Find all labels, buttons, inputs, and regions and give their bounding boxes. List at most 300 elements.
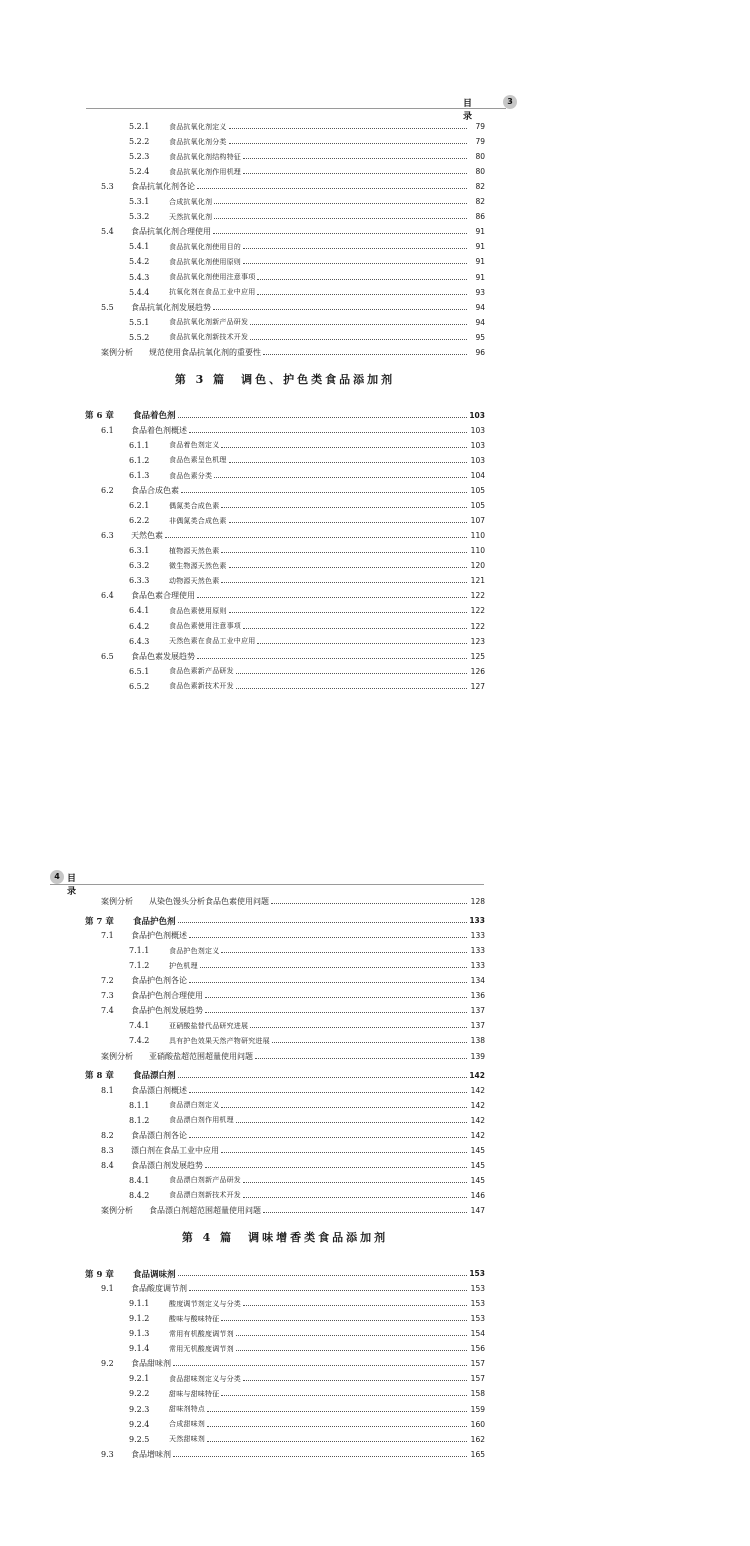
toc-entry-sub[interactable] [129, 680, 485, 693]
toc-entry-sub[interactable] [129, 1418, 485, 1431]
header-title: 目 录 [67, 874, 79, 897]
entry-title: 食品抗氧化剂新技术开发 [169, 333, 249, 342]
entry-title: 食品色素新技术开发 [169, 682, 234, 691]
entry-title: 从染色馒头分析食品色素使用问题 [149, 897, 269, 906]
entry-page-number: 93 [475, 287, 485, 297]
entry-page-number: 96 [475, 347, 485, 357]
entry-page-number: 125 [470, 651, 485, 661]
entry-number: 6.3.1 [129, 546, 150, 556]
dot-leader [173, 1456, 467, 1457]
entry-page-number: 91 [475, 242, 485, 252]
entry-page-number: 153 [470, 1314, 485, 1324]
entry-number: 9.1.4 [129, 1344, 150, 1354]
entry-title: 食品抗氧化剂分类 [169, 137, 227, 146]
entry-title: 天然甜味剂 [169, 1435, 205, 1444]
entry-page-number: 103 [470, 425, 485, 435]
entry-number: 第 6 章 [85, 411, 114, 422]
entry-number: 5.3.2 [129, 212, 150, 222]
toc-entry-section[interactable] [101, 1357, 485, 1370]
dot-leader [221, 582, 467, 583]
entry-number: 7.4 [101, 1006, 114, 1016]
entry-page-number: 94 [475, 302, 485, 312]
entry-page-number: 103 [470, 440, 485, 450]
entry-page-number: 127 [470, 681, 485, 691]
toc-entry-sub[interactable] [129, 1342, 485, 1355]
entry-title: 食品漂白剂定义 [169, 1101, 220, 1110]
toc-entry-chapter[interactable] [85, 914, 485, 927]
entry-number: 5.2.3 [129, 152, 150, 162]
dot-leader [205, 997, 467, 998]
dot-leader [221, 552, 467, 553]
entry-page-number: 145 [470, 1160, 485, 1170]
toc-entry-section[interactable] [101, 1004, 485, 1017]
entry-page-number: 103 [470, 455, 485, 465]
entry-page-number: 133 [469, 916, 485, 926]
toc-entry-sub[interactable] [129, 286, 485, 299]
header-rule [86, 108, 506, 109]
entry-title: 食品抗氧化剂使用注意事项 [169, 273, 256, 281]
entry-title: 甜味与甜味特征 [169, 1389, 220, 1398]
entry-title: 食品抗氧化剂各论 [131, 182, 195, 192]
toc-entry-chapter[interactable] [85, 1069, 485, 1082]
entry-page-number: 133 [470, 961, 485, 971]
entry-title: 食品甜味剂定义与分类 [169, 1374, 241, 1383]
entry-number: 5.4.1 [129, 242, 150, 252]
entry-title: 天然抗氧化剂 [169, 212, 213, 221]
dot-leader [178, 1077, 467, 1078]
dot-leader [221, 507, 467, 508]
entry-page-number: 142 [470, 1100, 485, 1110]
dot-leader [250, 324, 467, 325]
entry-title: 抗氧化剂在食品工业中应用 [169, 288, 256, 297]
toc-entry-chapter[interactable] [85, 409, 485, 422]
entry-page-number: 128 [470, 897, 485, 906]
toc-entry-sub[interactable] [129, 944, 485, 957]
entry-page-number: 105 [470, 486, 485, 496]
dot-leader [236, 673, 467, 674]
dot-leader [213, 309, 467, 310]
entry-number: 案例分析 [101, 1206, 133, 1215]
entry-number: 5.2.1 [129, 122, 150, 131]
entry-title: 食品色素使用原则 [169, 606, 227, 615]
entry-page-number: 158 [470, 1389, 485, 1399]
dot-leader [250, 339, 467, 340]
toc-entry-sub[interactable] [129, 1433, 485, 1446]
dot-leader [221, 1152, 467, 1153]
toc-entry-section[interactable] [101, 974, 485, 987]
dot-leader [189, 1290, 467, 1291]
toc-entry-sub[interactable] [129, 1327, 485, 1340]
page-number-badge: 4 [50, 870, 64, 884]
page-number-badge: 3 [503, 95, 517, 109]
toc-entry-section[interactable] [101, 529, 485, 542]
toc-entry-sub[interactable] [129, 165, 485, 178]
dot-leader [221, 1320, 467, 1321]
entry-page-number: 94 [475, 317, 485, 327]
entry-number: 5.5.2 [129, 332, 150, 342]
entry-title: 酸味与酸味特征 [169, 1314, 220, 1323]
dot-leader [229, 522, 467, 523]
entry-title: 食品抗氧化剂作用机理 [169, 167, 241, 176]
entry-title: 具有护色效果天然产物研究进展 [169, 1036, 270, 1045]
dot-leader [197, 658, 467, 659]
entry-title: 食品色素发展趋势 [131, 651, 195, 661]
toc-entry-sub[interactable] [129, 635, 485, 648]
entry-page-number: 122 [470, 591, 485, 601]
entry-title: 食品漂白剂各论 [131, 1130, 187, 1140]
entry-page-number: 80 [475, 152, 485, 162]
entry-page-number: 120 [470, 561, 485, 571]
dot-leader [200, 967, 467, 968]
entry-number: 第 9 章 [85, 1269, 114, 1280]
entry-title: 食品抗氧化剂新产品研发 [169, 318, 249, 327]
entry-number: 7.4.1 [129, 1021, 150, 1031]
entry-number: 5.2.4 [129, 167, 150, 177]
toc-entry-section[interactable] [101, 225, 485, 238]
entry-title: 食品抗氧化剂发展趋势 [131, 302, 211, 312]
entry-page-number: 91 [475, 257, 485, 267]
dot-leader [178, 417, 467, 418]
entry-title: 食品漂白剂超范围超量使用问题 [149, 1206, 261, 1215]
entry-page-number: 121 [470, 576, 485, 586]
toc-entry-section[interactable] [101, 589, 485, 602]
entry-number: 7.2 [101, 976, 114, 986]
entry-number: 6.1.1 [129, 440, 150, 450]
entry-page-number: 138 [470, 1036, 485, 1046]
entry-number: 6.2.1 [129, 501, 150, 511]
toc-entry-sub[interactable] [129, 620, 485, 633]
dot-leader [178, 1275, 467, 1276]
toc-entry-section[interactable] [101, 650, 485, 663]
dot-leader [243, 158, 467, 159]
entry-number: 8.4.2 [129, 1190, 150, 1200]
toc-entry-section[interactable] [101, 989, 485, 1002]
entry-page-number: 134 [470, 976, 485, 986]
entry-number: 6.1 [101, 425, 114, 435]
entry-page-number: 105 [470, 501, 485, 511]
dot-leader [229, 567, 467, 568]
dot-leader [214, 218, 467, 219]
entry-page-number: 156 [470, 1344, 485, 1354]
entry-page-number: 153 [470, 1299, 485, 1309]
toc-entry-sub[interactable] [129, 1019, 485, 1032]
entry-page-number: 133 [470, 946, 485, 956]
toc-entry-section[interactable] [101, 1129, 485, 1142]
dot-leader [207, 1441, 467, 1442]
part-title: 第 4 篇 调味增香类食品添加剂 [181, 1231, 389, 1245]
toc-entry-section[interactable] [101, 180, 485, 193]
toc-entry-section[interactable] [101, 1282, 485, 1295]
dot-leader [197, 597, 467, 598]
part-title: 第 3 篇 调色、护色类食品添加剂 [174, 372, 396, 386]
dot-leader [178, 922, 467, 923]
toc-entry-sub[interactable] [129, 665, 485, 678]
entry-page-number: 145 [470, 1175, 485, 1185]
entry-number: 9.2.1 [129, 1374, 150, 1384]
entry-title: 甜味剂特点 [169, 1405, 205, 1413]
toc-entry-sub[interactable] [129, 1312, 485, 1325]
entry-title: 食品合成色素 [131, 486, 179, 496]
toc-entry-section[interactable] [101, 301, 485, 314]
entry-page-number: 157 [470, 1359, 485, 1369]
entry-page-number: 86 [475, 212, 485, 222]
dot-leader [229, 143, 467, 144]
case-analysis-entry[interactable] [101, 895, 485, 908]
toc-entry-sub[interactable] [129, 1034, 485, 1047]
entry-title: 微生物源天然色素 [169, 561, 227, 570]
entry-page-number: 103 [469, 410, 485, 420]
toc-entry-sub[interactable] [129, 331, 485, 344]
entry-number: 9.2.5 [129, 1434, 150, 1444]
entry-number: 6.3.2 [129, 561, 150, 571]
entry-number: 6.5.1 [129, 666, 150, 676]
dot-leader [205, 1167, 467, 1168]
entry-page-number: 82 [475, 182, 485, 192]
entry-number: 5.4.4 [129, 287, 150, 297]
entry-number: 7.1.2 [129, 961, 150, 971]
entry-title: 植物源天然色素 [169, 546, 220, 555]
toc-entry-section[interactable] [101, 484, 485, 497]
dot-leader [221, 952, 467, 953]
entry-number: 9.1.1 [129, 1299, 150, 1309]
dot-leader [189, 1137, 467, 1138]
toc-entry-chapter[interactable] [85, 1267, 485, 1280]
entry-number: 9.1.2 [129, 1314, 150, 1324]
entry-title: 食品漂白剂概述 [131, 1085, 187, 1095]
entry-title: 天然色素 [131, 531, 163, 541]
entry-page-number: 142 [469, 1070, 485, 1080]
dot-leader [207, 1411, 467, 1412]
toc-entry-sub[interactable] [129, 1372, 485, 1385]
entry-page-number: 160 [470, 1419, 485, 1429]
entry-title: 天然色素在食品工业中应用 [169, 637, 256, 646]
toc-entry-section[interactable] [101, 1084, 485, 1097]
entry-title: 酸度调节剂定义与分类 [169, 1299, 241, 1308]
toc-entry-sub[interactable] [129, 1403, 485, 1416]
dot-leader [197, 188, 467, 189]
entry-number: 9.1.3 [129, 1329, 150, 1339]
entry-page-number: 91 [475, 227, 485, 237]
entry-page-number: 159 [470, 1404, 485, 1414]
entry-page-number: 79 [475, 137, 485, 147]
dot-leader [213, 233, 467, 234]
entry-page-number: 110 [470, 531, 485, 541]
entry-page-number: 146 [470, 1190, 485, 1200]
entry-number: 5.4 [101, 227, 114, 237]
toc-entry-sub[interactable] [129, 1387, 485, 1400]
entry-number: 9.2.4 [129, 1419, 150, 1429]
entry-number: 6.5.2 [129, 681, 150, 691]
entry-number: 6.3 [101, 531, 114, 541]
entry-page-number: 137 [470, 1006, 485, 1016]
case-analysis-entry[interactable] [101, 346, 485, 359]
entry-number: 6.4.3 [129, 636, 150, 646]
dot-leader [236, 688, 467, 689]
entry-title: 食品漂白剂作用机理 [169, 1116, 234, 1125]
dot-leader [229, 128, 467, 129]
entry-number: 案例分析 [101, 347, 133, 357]
dot-leader [205, 1012, 467, 1013]
toc-entry-section[interactable] [101, 929, 485, 942]
entry-number: 案例分析 [101, 897, 133, 906]
entry-number: 8.4 [101, 1160, 114, 1170]
entry-number: 6.1.3 [129, 471, 150, 480]
dot-leader [173, 1365, 467, 1366]
dot-leader [236, 1350, 467, 1351]
toc-entry-sub[interactable] [129, 574, 485, 587]
toc-entry-sub[interactable] [129, 1297, 485, 1310]
entry-page-number: 91 [475, 272, 485, 282]
entry-title: 食品调味剂 [133, 1269, 176, 1280]
entry-page-number: 139 [470, 1051, 485, 1061]
toc-entry-sub[interactable] [129, 195, 485, 208]
entry-title: 食品漂白剂新产品研发 [169, 1176, 241, 1185]
entry-title: 食品色素分类 [169, 471, 213, 480]
toc-entry-sub[interactable] [129, 120, 485, 133]
dot-leader [181, 492, 467, 493]
toc-entry-sub[interactable] [129, 135, 485, 148]
entry-title: 漂白剂在食品工业中应用 [131, 1145, 219, 1155]
case-analysis-entry[interactable] [101, 1204, 485, 1217]
dot-leader [272, 1042, 467, 1043]
entry-number: 8.1.1 [129, 1100, 150, 1110]
toc-entry-section[interactable] [101, 1144, 485, 1157]
dot-leader [257, 643, 467, 644]
toc-entry-sub[interactable] [129, 499, 485, 512]
entry-title: 食品抗氧化剂结构特征 [169, 152, 241, 161]
entry-title: 食品漂白剂发展趋势 [131, 1160, 203, 1170]
entry-title: 食品护色剂发展趋势 [131, 1006, 203, 1016]
entry-title: 食品护色剂定义 [169, 946, 220, 955]
entry-title: 食品色素使用注意事项 [169, 622, 241, 630]
entry-page-number: 107 [470, 516, 485, 526]
entry-page-number: 104 [470, 471, 485, 480]
toc-entry-sub[interactable] [129, 1189, 485, 1202]
dot-leader [207, 1426, 467, 1427]
entry-title: 护色机理 [169, 961, 198, 970]
toc-entry-sub[interactable] [129, 210, 485, 223]
entry-title: 食品漂白剂 [133, 1071, 176, 1082]
case-analysis-entry[interactable] [101, 1050, 485, 1063]
toc-entry-sub[interactable] [129, 604, 485, 617]
toc-entry-sub[interactable] [129, 1099, 485, 1112]
entry-page-number: 153 [469, 1269, 485, 1279]
toc-entry-sub[interactable] [129, 544, 485, 557]
dot-leader [243, 1305, 467, 1306]
toc-entry-sub[interactable] [129, 439, 485, 452]
toc-entry-sub[interactable] [129, 240, 485, 253]
entry-title: 规范使用食品抗氧化剂的重要性 [149, 347, 261, 357]
entry-page-number: 157 [470, 1374, 485, 1384]
entry-title: 食品抗氧化剂定义 [169, 122, 227, 131]
entry-page-number: 142 [470, 1085, 485, 1095]
entry-page-number: 122 [470, 621, 485, 631]
toc-entry-sub[interactable] [129, 959, 485, 972]
entry-number: 5.3 [101, 182, 114, 192]
entry-number: 6.4.2 [129, 621, 150, 631]
entry-title: 食品着色剂定义 [169, 441, 220, 450]
entry-number: 5.3.1 [129, 197, 150, 207]
dot-leader [189, 1092, 467, 1093]
dot-leader [189, 432, 467, 433]
header-rule [50, 884, 484, 885]
entry-number: 9.1 [101, 1284, 114, 1294]
toc-entry-sub[interactable] [129, 454, 485, 467]
dot-leader [214, 203, 467, 204]
entry-title: 食品抗氧化剂合理使用 [131, 227, 211, 237]
dot-leader [236, 1335, 467, 1336]
entry-title: 食品增味剂 [131, 1449, 171, 1459]
toc-entry-sub[interactable] [129, 316, 485, 329]
entry-page-number: 154 [470, 1329, 485, 1339]
entry-number: 6.4.1 [129, 606, 150, 616]
dot-leader [229, 612, 467, 613]
toc-entry-sub[interactable] [129, 1114, 485, 1127]
entry-title: 偶氮类合成色素 [169, 501, 220, 510]
entry-title: 非偶氮类合成色素 [169, 516, 227, 525]
entry-page-number: 165 [470, 1449, 485, 1459]
dot-leader [263, 1212, 467, 1213]
entry-title: 食品抗氧化剂使用目的 [169, 242, 241, 251]
toc-entry-sub[interactable] [129, 150, 485, 163]
dot-leader [257, 279, 467, 280]
entry-number: 6.2.2 [129, 516, 150, 526]
toc-entry-sub[interactable] [129, 514, 485, 527]
entry-title: 食品护色剂各论 [131, 976, 187, 986]
entry-title: 食品护色剂 [133, 916, 176, 927]
entry-number: 9.2.2 [129, 1389, 150, 1399]
entry-number: 9.2 [101, 1359, 114, 1369]
entry-page-number: 126 [470, 666, 485, 676]
entry-number: 5.4.3 [129, 272, 150, 282]
toc-entry-sub[interactable] [129, 469, 485, 482]
entry-title: 动物源天然色素 [169, 576, 220, 585]
entry-number: 9.3 [101, 1449, 114, 1459]
toc-entry-section[interactable] [101, 1159, 485, 1172]
entry-number: 6.2 [101, 486, 114, 496]
entry-title: 食品酸度调节剂 [131, 1284, 187, 1294]
entry-page-number: 136 [470, 991, 485, 1001]
entry-number: 第 7 章 [85, 916, 114, 927]
toc-entry-section[interactable] [101, 424, 485, 437]
entry-number: 6.5 [101, 651, 114, 661]
entry-title: 食品着色剂 [133, 411, 176, 422]
dot-leader [243, 1182, 467, 1183]
dot-leader [221, 1107, 467, 1108]
entry-title: 亚硝酸盐替代品研究进展 [169, 1021, 249, 1030]
dot-leader [263, 354, 467, 355]
entry-page-number: 123 [470, 636, 485, 646]
entry-number: 8.1 [101, 1085, 114, 1095]
entry-page-number: 80 [475, 167, 485, 177]
entry-page-number: 133 [470, 931, 485, 941]
entry-number: 7.1.1 [129, 946, 150, 956]
dot-leader [189, 982, 467, 983]
dot-leader [243, 1197, 467, 1198]
entry-number: 5.2.2 [129, 137, 150, 147]
entry-number: 7.4.2 [129, 1036, 150, 1046]
dot-leader [229, 462, 467, 463]
entry-title: 食品色素合理使用 [131, 591, 195, 601]
toc-entry-section[interactable] [101, 1448, 485, 1461]
entry-number: 6.3.3 [129, 576, 150, 586]
entry-page-number: 122 [470, 606, 485, 616]
entry-number: 8.4.1 [129, 1175, 150, 1185]
toc-entry-sub[interactable] [129, 559, 485, 572]
toc-entry-sub[interactable] [129, 1174, 485, 1187]
toc-entry-sub[interactable] [129, 271, 485, 284]
toc-entry-sub[interactable] [129, 255, 485, 268]
